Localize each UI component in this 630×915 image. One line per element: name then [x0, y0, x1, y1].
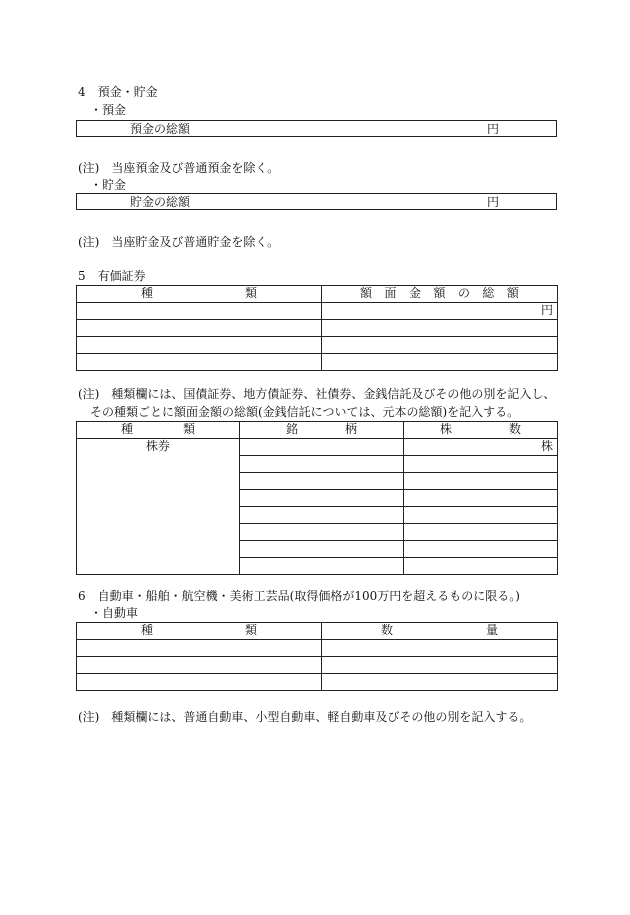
deposit-total-label: 預金の総額 [130, 122, 191, 136]
table-row [77, 303, 558, 320]
savings-total-box [76, 193, 557, 210]
savings-unit: 円 [487, 195, 500, 209]
stock-unit: 株 [404, 439, 558, 456]
vehicle-note: (注) 種類欄には、普通自動車、小型自動車、軽自動車及びその他の別を記入する。 [78, 710, 532, 724]
savings-total-label: 貯金の総額 [130, 195, 191, 209]
table-row [77, 640, 558, 657]
table-row [77, 674, 558, 691]
car-label: ・自動車 [90, 606, 139, 620]
face-unit: 円 [322, 303, 558, 320]
section-6-title: 6 自動車・船舶・航空機・美術工芸品(取得価格が100万円を超えるものに限る。) [78, 589, 520, 603]
stock-kind-cell: 株券 [77, 439, 240, 575]
deposit-unit: 円 [487, 122, 500, 136]
stock-table [76, 421, 558, 575]
header-kind: 種 類 [77, 623, 322, 640]
securities-note-line2: その種類ごとに額面金額の総額(金銭信託については、元本の総額)を記入する。 [90, 405, 520, 419]
table-row [77, 320, 558, 337]
deposit-total-box [76, 120, 557, 137]
savings-label: ・貯金 [90, 178, 127, 192]
table-header-row [77, 422, 558, 439]
header-kind: 種 類 [77, 286, 322, 303]
table-row [77, 657, 558, 674]
table-row [77, 439, 558, 456]
securities-note-line1: (注) 種類欄には、国債証券、地方債証券、社債券、金銭信託及びその他の別を記入し、 [78, 387, 556, 401]
table-row [77, 337, 558, 354]
section-4-title: 4 預金・貯金 [78, 85, 158, 99]
header-face-total: 額 面 金 額 の 総 額 [322, 286, 558, 303]
table-header-row [77, 286, 558, 303]
note-savings: (注) 当座貯金及び普通貯金を除く。 [78, 235, 280, 249]
section-5-title: 5 有価証券 [78, 269, 146, 283]
header-kind: 種 類 [77, 422, 240, 439]
vehicle-table [76, 622, 558, 691]
note-deposit: (注) 当座預金及び普通預金を除く。 [78, 161, 280, 175]
header-qty: 数 量 [322, 623, 558, 640]
header-brand: 銘 柄 [240, 422, 404, 439]
header-shares: 株 数 [404, 422, 558, 439]
deposit-label: ・預金 [90, 103, 127, 117]
table-header-row [77, 623, 558, 640]
securities-table [76, 285, 558, 371]
table-row [77, 354, 558, 371]
